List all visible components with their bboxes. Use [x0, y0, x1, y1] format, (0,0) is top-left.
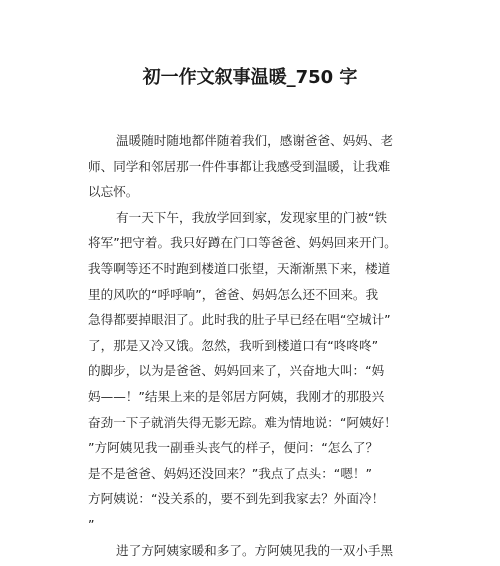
paragraph-2-line-5: 急得都要掉眼泪了。此时我的肚子早已经在唱“空城计” — [88, 312, 391, 328]
paragraph-1-line-3: 以忘怀。 — [88, 184, 139, 200]
paragraph-2-line-7: 的脚步，以为是爸爸、妈妈回来了，兴奋地大叫：“妈 — [88, 363, 385, 379]
paragraph-2-line-10: ”方阿姨见我一副垂头丧气的样子，便问：“怎么了？ — [88, 440, 379, 456]
paragraph-2-line-9: 奋劲一下子就消失得无影无踪。难为情地说：“阿姨好！ — [88, 414, 397, 430]
paragraph-2-line-1: 有一天下午，我放学回到家，发现家里的门被“铁 — [116, 209, 387, 225]
paragraph-2-line-13: ” — [88, 516, 95, 532]
paragraph-2-line-11: 是不是爸爸、妈妈还没回来？”我点了点头：“嗯！” — [88, 465, 373, 481]
paragraph-1-line-1: 温暖随时随地都伴随着我们，感谢爸爸、妈妈、老 — [116, 133, 394, 148]
document-body — [88, 128, 416, 563]
paragraph-2-line-6: 了，那是又冷又饿。忽然，我听到楼道口有“咚咚咚” — [88, 337, 379, 353]
paragraph-3-line-1: 进了方阿姨家暖和多了。方阿姨见我的一双小手黑 — [116, 542, 394, 558]
paragraph-1-line-2: 师、同学和邻居那一件件事都让我感受到温暖，让我难 — [88, 158, 391, 174]
paragraph-2-line-2: 将军”把守着。我只好蹲在门口等爸爸、妈妈回来开门。 — [88, 235, 397, 251]
paragraph-2-line-8: 妈——！”结果上来的是邻居方阿姨，我刚才的那股兴 — [88, 388, 385, 404]
document-title: 初一作文叙事温暖_750 字 — [142, 67, 358, 88]
paragraph-2-line-3: 我等啊等还不时跑到楼道口张望，天渐渐黑下来，楼道 — [88, 260, 391, 276]
paragraph-2-line-12: 方阿姨说：“没关系的，要不到先到我家去？外面冷！ — [88, 491, 385, 507]
paragraph-2-line-4: 里的风吹的“呼呼响”，爸爸、妈妈怎么还不回来。我 — [88, 286, 379, 302]
